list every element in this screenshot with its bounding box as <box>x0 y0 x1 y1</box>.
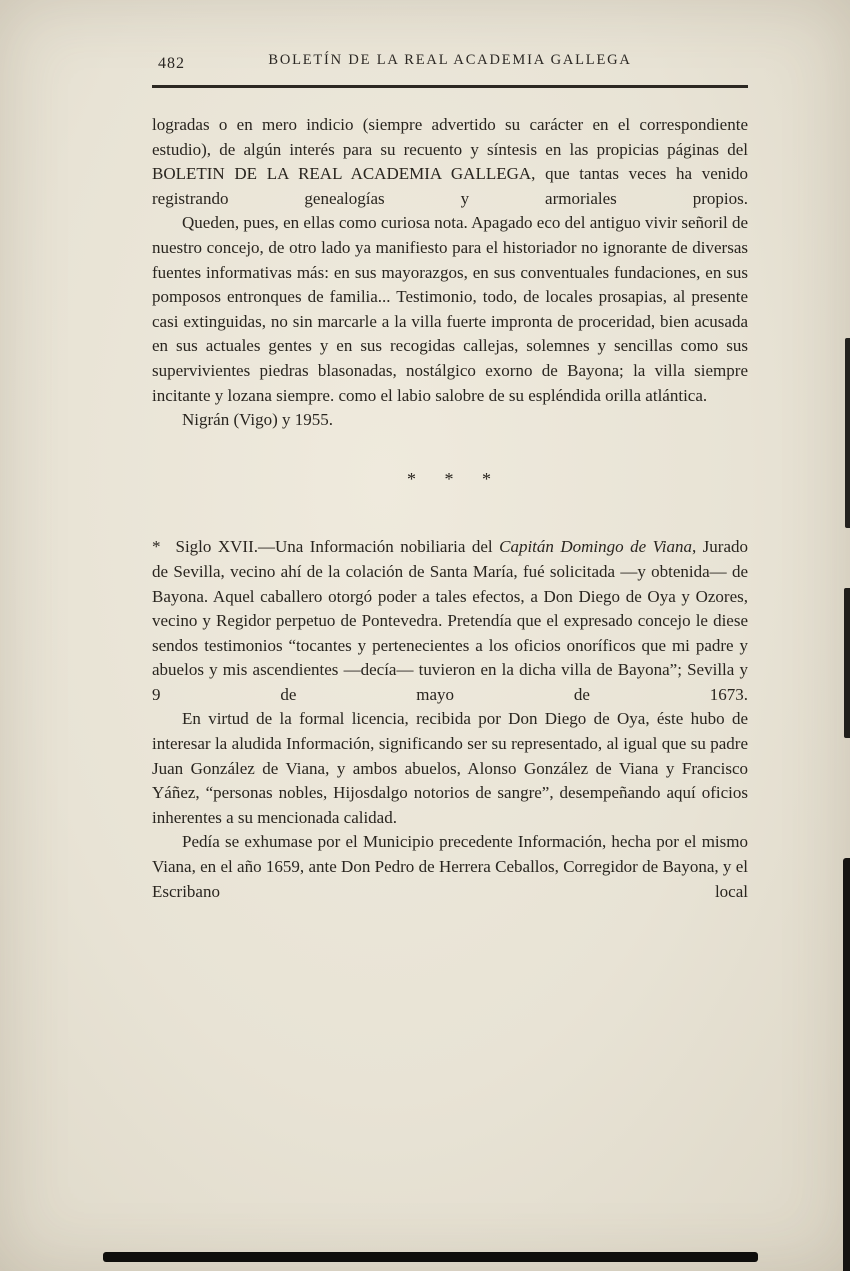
dateline-paragraph: Nigrán (Vigo) y 1955. <box>182 410 334 430</box>
body-paragraph-5: En virtud de la formal licencia, recibida por Don Diego de Oya, éste hubo de interesar la aludida Información, significando ser su representado, al igual que su padre Juan González de Viana, y ambos abuelos, Alonso González de Viana y Francisco Yáñez, “personas nobles, Hijosdalgo notorios de sangre”, desempeñando aquí oficios inherentes a su mencionada calidad. <box>152 709 748 827</box>
scan-artifact-bottom-bar <box>103 1252 758 1262</box>
body-paragraph-1: logradas o en mero indicio (siempre advertido su carácter en el correspondiente estudio), de algún interés para su recuento y síntesis en las propicias páginas del BOLETIN DE LA REAL ACADEMIA GALLEGA, que tantas veces ha venido registrando genealogías y armoriales propios. <box>152 115 748 208</box>
text-column <box>152 113 748 904</box>
scan-artifact-right-edge-top <box>845 338 850 528</box>
body-paragraph-6: Pedía se exhumase por el Municipio precedente Información, hecha por el mismo Viana, en el año 1659, ante Don Pedro de Herrera Ceballos, Corregidor de Bayona, y el Escribano local <box>152 832 748 901</box>
body-paragraph-2: Queden, pues, en ellas como curiosa nota. Apagado eco del antiguo vivir señoril de nuestro concejo, de otro lado ya manifiesto para el historiador no ignorante de diversas fuentes informativas más: en sus mayorazgos, en sus conventuales fundaciones, en sus pomposos entronques de familia... Testimonio, todo, de locales prosapias, al presente casi extinguidas, no sin marcarle a la villa fuerte impronta de proceridad, bien acusada en sus actuales gentes y en sus recogidas callejas, solemnes y sencillas como sus supervivientes piedras blasonadas, nostálgico exorno de Bayona; la villa siempre incitante y lozana siempre. como el labio salobre de su espléndida orilla atlántica. <box>152 213 748 405</box>
footnote-paragraph <box>152 535 748 707</box>
footnote-asterisk: * <box>152 537 161 557</box>
page-header <box>152 52 748 78</box>
journal-title: BOLETÍN DE LA REAL ACADEMIA GALLEGA <box>268 52 632 68</box>
section-separator: * * * <box>407 468 493 489</box>
scan-artifact-right-edge-bottom <box>843 858 850 1271</box>
footnote-italic-title: Capitán Domingo de Viana <box>499 537 692 557</box>
footnote-text-post: , Jurado de Sevilla, vecino ahí de la colación de Santa María, fué solicitada —y obtenida— de Bayona. Aquel caballero otorgó poder a tales efectos, a Don Diego de Oya y Ozores, vecino y Regidor perpetuo de Pontevedra. Pretendía que el expresado concejo le diese sendos testimonios “tocantes y pertenecientes a los oficios onoríficos que mi padre y abuelos y mis ascendientes —decía— tuvieron en la dicha villa de Bayona”; Sevilla y 9 de mayo de 1673. <box>152 537 748 704</box>
page-number: 482 <box>158 55 185 72</box>
scan-artifact-right-edge-middle <box>844 588 850 738</box>
header-rule <box>152 85 748 88</box>
footnote-text-pre: Siglo XVII.—Una Información nobiliaria del <box>175 537 500 557</box>
